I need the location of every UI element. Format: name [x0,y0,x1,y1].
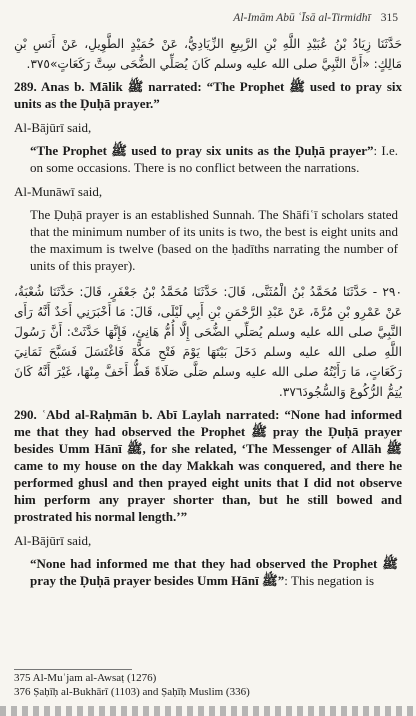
munawi-label: Al-Munāwī said, [14,184,103,199]
running-head [233,12,398,24]
hadith-290-arabic: ٢٩٠ - حَدَّثَنَا مُحَمَّدُ بْنُ الْمُثَنَّى، قَالَ: حَدَّثَنَا مُحَمَّدُ بْنُ جَعْفَرٍ، قَالَ: حَدَّثَنَا شُعْبَةُ، عَنْ عَمْرِو بْنِ مُرَّةَ، عَنْ عَبْدِ الرَّحْمَنِ بْنِ أَبِي لَيْلَى، قَالَ: مَا أَخْبَرَنِي أَحَدٌ أَنَّهُ رَأَى النَّبِيَّ صلى الله عليه وسلم يُصَلِّي الضُّحَى إِلَّا أُمُّ هَانِئٍ، فَإِنَّهَا حَدَّثَتْ: أَنَّ رَسُولَ اللَّهِ صلى الله عليه وسلم دَخَلَ بَيْتَهَا يَوْمَ فَتْحِ مَكَّةَ فَاغْتَسَلَ فَسَبَّحَ ثَمَانِيَ رَكَعَاتٍ، مَا رَأَيْتُهُ صلى الله عليه وسلم صَلَّى صَلَاةً قَطُّ أَخَفَّ مِنْهَا، غَيْرَ أَنَّهُ كَانَ يُتِمُّ الرُّكُوعَ وَالسُّجُودَ٣٧٦. [14,285,402,399]
bajuri-commentary-1 [14,142,402,176]
bajuri-quote-1: “The Prophet ﷺ used to pray six units as the Ḍuḥā prayer” [30,143,374,158]
page-number: 315 [380,12,398,24]
bajuri-label-1: Al-Bājūrī said, [14,120,92,135]
hadith-289-english: 289. Anas b. Mālik ﷺ narrated: “The Prophet ﷺ used to pray six units as the Ḍuḥā prayer.” [14,79,402,111]
page-edge-dashes [0,706,416,716]
hadith-289-arabic: حَدَّثَنَا زِيَادُ بْنُ عُبَيْدِ اللَّهِ بْنِ الرَّبِيعِ الزِّيَادِيُّ، عَنْ حُمَيْدٍ الطَّوِيلِ، عَنْ أَنَسِ بْنِ مَالِكٍ: «أَنَّ النَّبِيَّ صلى الله عليه وسلم كَانَ يُصَلِّي الضُّحَى سِتَّ رَكَعَاتٍ»٣٧٥. [14,37,402,71]
bajuri-explanation-2: : This negation is [284,573,375,588]
bajuri-commentary-2 [14,555,402,589]
footnotes [14,669,402,699]
munawi-commentary: The Ḍuḥā prayer is an established Sunnah. The Shāfiʿī scholars stated that the minimum number of its units is two, the best is eight units and the maximum is twelve (based on the ḥadīths narrating the number of units of this prayer). [30,207,398,273]
footnote-376: 376 Ṣaḥīḥ al-Bukhārī (1103) and Ṣaḥīḥ Muslim (336) [14,685,250,698]
page-body [14,34,402,589]
running-title: Al-Imām Abū ʿĪsā al-Tirmidhī [233,12,371,24]
bajuri-quote-2: “None had informed me that they had observed the Prophet ﷺ pray the Ḍuḥā prayer besides Umm Hānī ﷺ” [30,556,398,588]
hadith-290-english: 290. ʿAbd al-Raḥmān b. Abī Laylah narrated: “None had informed me that they had observed the Prophet ﷺ pray the Ḍuḥā prayer besides Umm Hānī ﷺ, for she related, ‘The Messenger of Allāh ﷺ came to my house on the day Makkah was conquered, and there he performed ghusl and then prayed eight units that I did not observe him perform any prayer shorter than, but he still bowed and prostrated his normal length.’” [14,407,402,524]
bajuri-explanation-1: : I.e. on some occasions. There is no conflict between the narrations. [30,143,398,175]
footnote-rule [14,669,132,670]
bajuri-label-2: Al-Bājūrī said, [14,533,92,548]
footnote-375: 375 Al-Muʿjam al-Awsaṭ (1276) [14,672,157,684]
